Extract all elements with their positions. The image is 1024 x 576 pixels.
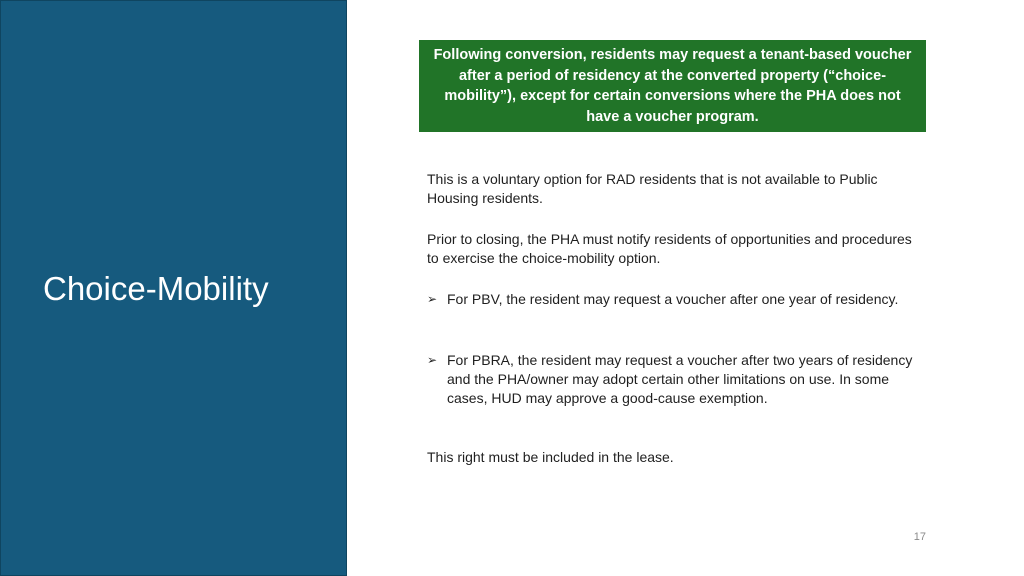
bullet-text-pbra: For PBRA, the resident may request a voucher after two years of residency and the PHA/owner may adopt certain other limitations on use. In some cases, HUD may approve a good-cause exemption. [447,352,913,406]
list-item [427,290,907,309]
paragraph-notify-residents: Prior to closing, the PHA must notify residents of opportunities and procedures to exercise the choice-mobility option. [427,231,912,266]
bullet-text-pbv: For PBV, the resident may request a voucher after one year of residency. [447,291,899,307]
sidebar-panel [0,0,347,576]
page-number: 17 [913,531,926,543]
list-item [427,351,917,408]
callout-box: Following conversion, residents may request a tenant-based voucher after a period of residency at the converted property (“choice-mobility”), except for certain conversions where the PHA does not have a voucher program. [419,40,926,132]
arrowhead-bullet-icon: ➢ [427,353,438,367]
paragraph-lease-requirement: This right must be included in the lease. [427,449,674,465]
arrowhead-bullet-icon: ➢ [427,292,438,306]
section-title: Choice-Mobility [43,270,269,307]
paragraph-voluntary-option: This is a voluntary option for RAD residents that is not available to Public Housing residents. [427,171,878,206]
